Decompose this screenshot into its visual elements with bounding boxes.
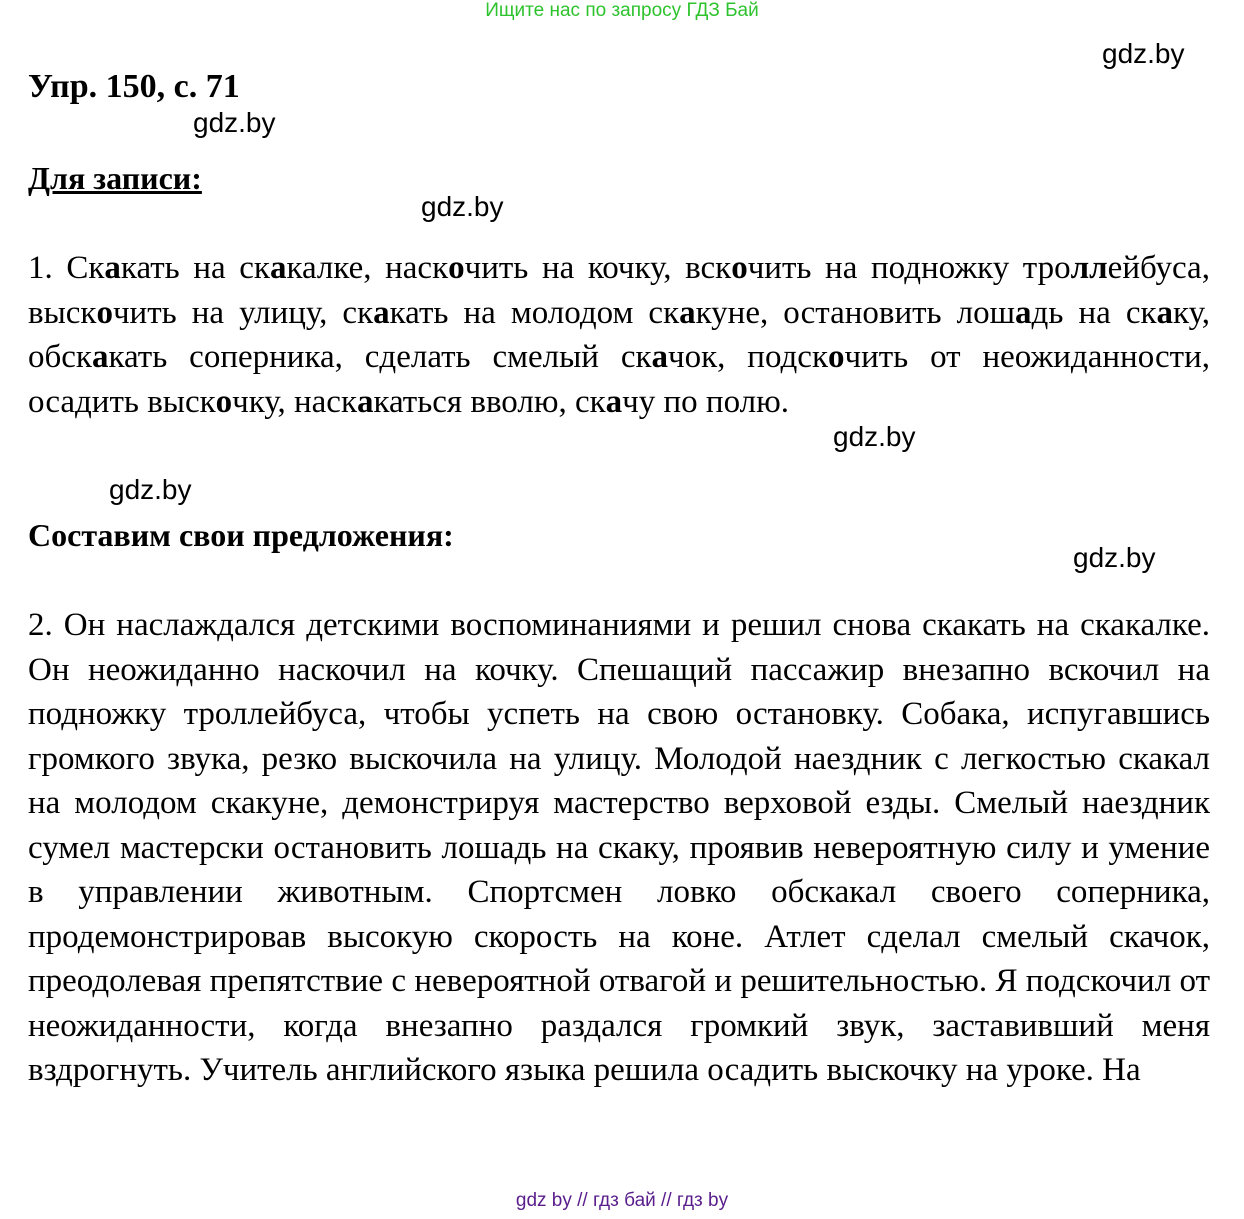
word-list-paragraph	[28, 246, 1210, 424]
highlighted-letter: о	[448, 250, 465, 286]
text-segment: чить на улицу, ск	[112, 294, 374, 331]
text-segment: кать соперника, сделать смелый ск	[108, 339, 652, 375]
footer-links: gdz by // гдз бай // гдз by	[515, 1190, 729, 1211]
highlighted-letter: а	[91, 339, 109, 375]
highlighted-letter: а	[356, 383, 374, 420]
text-segment: дь на ск	[1031, 294, 1157, 331]
text-segment: чок, подск	[668, 339, 828, 375]
text-segment: чить от неожиданности, осадить выск	[28, 339, 1210, 420]
watermark: gdz.by	[1102, 38, 1185, 69]
highlighted-letter: а	[1015, 294, 1032, 331]
section-heading-record: Для записи:	[28, 160, 202, 196]
watermark: gdz.by	[1073, 542, 1156, 573]
highlighted-letter: а	[679, 294, 696, 331]
search-banner: Ищите нас по запросу ГДЗ Бай	[485, 0, 759, 21]
sentences-paragraph: 2. Он наслаждался детскими воспоминаниями и решил снова скакать на скакалке. Он неожиданно наскочил на кочку. Спешащий пассажир внезапно вскочил на подножку троллейбуса, чтобы успеть на свою остановку. Собака, испугавшись громкого звука, резко выскочила на улицу. Молодой наездник с легкостью скакал на молодом скакуне, демонстрируя мастерство верховой езды. Смелый наездник сумел мастерски остановить лошадь на скаку, проявив невероятную силу и умение в управлении животным. Спортсмен ловко обскакал своего соперника, продемонстрировав высокую скорость на коне. Атлет сделал смелый скачок, преодолевая препятствие с невероятной отвагой и решительностью. Я подскочил от неожиданности, когда внезапно раздался громкий звук, заставивший меня вздрогнуть. Учитель английского языка решила осадить выскочку на уроке. На	[28, 607, 1210, 1088]
highlighted-letter: а	[373, 294, 390, 331]
text-segment: куне, остановить лош	[695, 294, 1016, 331]
highlighted-letter: о	[827, 339, 845, 375]
text-segment: калке, наск	[286, 250, 449, 286]
watermark: gdz.by	[833, 421, 916, 452]
highlighted-letter: о	[96, 294, 113, 331]
text-segment: ку, обск	[28, 294, 1211, 375]
exercise-title: Упр. 150, с. 71	[28, 68, 240, 105]
highlighted-letter: а	[269, 250, 287, 286]
highlighted-letter: о	[731, 250, 748, 286]
highlighted-letter: а	[605, 383, 623, 420]
text-segment: чить на подножку тро	[747, 250, 1071, 286]
watermark: gdz.by	[421, 191, 504, 222]
highlighted-letter: а	[651, 339, 669, 375]
text-segment: чку, наск	[232, 383, 357, 420]
text-segment: кать на ск	[120, 250, 270, 286]
highlighted-letter: о	[215, 383, 233, 420]
highlighted-letter: а	[104, 250, 121, 286]
highlighted-letter: а	[1156, 294, 1173, 331]
highlighted-letter: лл	[1070, 250, 1108, 286]
text-segment: чить на кочку, вск	[464, 250, 732, 286]
section-heading-sentences: Составим свои предложения:	[28, 517, 454, 553]
text-segment: кать на молодом ск	[389, 294, 680, 331]
watermark: gdz.by	[109, 474, 192, 505]
text-segment: ейбуса, выск	[28, 250, 1210, 331]
text-segment: каться вволю, ск	[373, 383, 606, 420]
text-segment: 1. Ск	[28, 250, 105, 286]
watermark: gdz.by	[193, 107, 276, 138]
text-segment: чу по полю.	[622, 383, 790, 420]
